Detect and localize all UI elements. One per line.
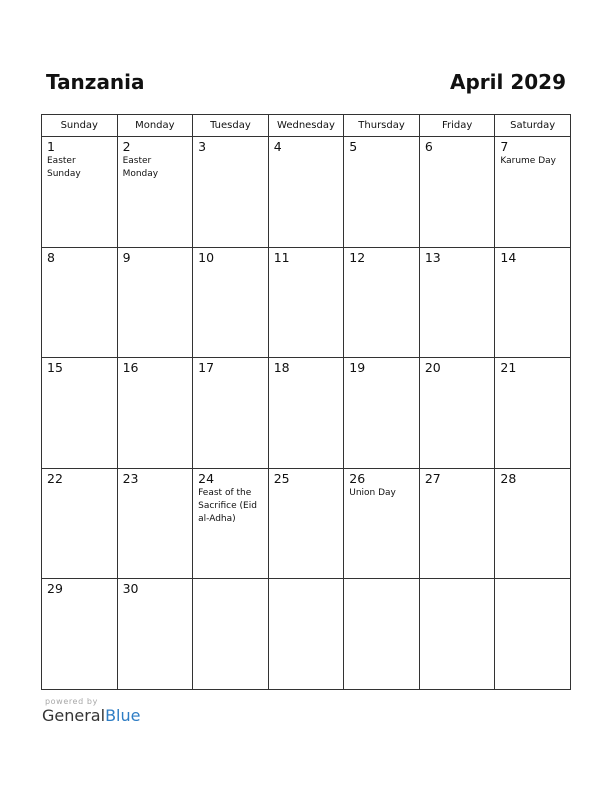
day-cell bbox=[117, 247, 193, 358]
day-number: 6 bbox=[424, 139, 433, 154]
weekday-friday: Friday bbox=[419, 115, 495, 137]
day-number: 21 bbox=[500, 360, 517, 375]
day-number: 19 bbox=[349, 360, 366, 375]
week-row bbox=[42, 579, 571, 690]
weekday-header-row bbox=[42, 115, 571, 137]
holiday-label: Easter Sunday bbox=[47, 156, 81, 179]
calendar-header bbox=[46, 70, 566, 100]
week-row bbox=[42, 468, 571, 579]
day-cell bbox=[193, 579, 269, 690]
powered-by-text: powered by bbox=[45, 697, 98, 706]
day-cell bbox=[344, 579, 420, 690]
weekday-thursday: Thursday bbox=[344, 115, 420, 137]
holiday-label: Feast of the Sacrifice (Eid al-Adha) bbox=[198, 487, 257, 524]
holiday-label: Easter Monday bbox=[122, 156, 159, 179]
day-cell bbox=[268, 468, 344, 579]
day-cell bbox=[42, 579, 118, 690]
week-row bbox=[42, 137, 571, 248]
country-title: Tanzania bbox=[46, 70, 145, 94]
day-cell bbox=[268, 358, 344, 469]
day-number: 8 bbox=[47, 249, 55, 265]
day-number: 2 bbox=[122, 139, 131, 154]
day-cell bbox=[495, 468, 571, 579]
day-number: 4 bbox=[273, 139, 282, 154]
brand-blue: Blue bbox=[105, 706, 141, 725]
day-number: 23 bbox=[122, 470, 139, 486]
day-number: 30 bbox=[122, 581, 139, 596]
weekday-tuesday: Tuesday bbox=[193, 115, 269, 137]
day-number: 12 bbox=[349, 249, 366, 265]
day-cell bbox=[344, 137, 420, 248]
day-cell bbox=[344, 468, 420, 579]
day-number: 5 bbox=[349, 139, 358, 154]
footer bbox=[42, 697, 140, 725]
day-cell bbox=[42, 358, 118, 469]
day-number: 22 bbox=[47, 470, 63, 486]
day-number: 7 bbox=[500, 139, 509, 154]
day-cell bbox=[117, 579, 193, 690]
day-number: 10 bbox=[198, 249, 215, 265]
brand-logo bbox=[42, 706, 140, 725]
day-cell bbox=[419, 358, 495, 469]
day-cell bbox=[42, 468, 118, 579]
weekday-saturday: Saturday bbox=[495, 115, 571, 137]
month-title: April 2029 bbox=[450, 70, 566, 94]
day-number: 25 bbox=[273, 470, 290, 486]
day-cell bbox=[495, 137, 571, 248]
day-cell bbox=[495, 247, 571, 358]
day-cell bbox=[117, 137, 193, 248]
day-cell bbox=[419, 468, 495, 579]
weekday-wednesday: Wednesday bbox=[268, 115, 344, 137]
day-cell bbox=[495, 579, 571, 690]
day-number: 16 bbox=[122, 360, 139, 375]
day-number: 24 bbox=[198, 470, 215, 486]
day-number: 18 bbox=[273, 360, 290, 375]
day-cell bbox=[419, 247, 495, 358]
brand-general: General bbox=[42, 706, 106, 725]
week-row bbox=[42, 358, 571, 469]
holiday-label: Union Day bbox=[349, 487, 396, 498]
day-number: 13 bbox=[424, 249, 441, 265]
day-number: 17 bbox=[198, 360, 215, 375]
day-cell bbox=[344, 358, 420, 469]
weekday-sunday: Sunday bbox=[42, 115, 118, 137]
day-cell bbox=[193, 358, 269, 469]
day-cell bbox=[495, 358, 571, 469]
day-number: 20 bbox=[424, 360, 441, 375]
day-number: 27 bbox=[424, 470, 441, 486]
day-cell bbox=[42, 137, 118, 248]
day-cell bbox=[268, 137, 344, 248]
day-cell bbox=[193, 137, 269, 248]
calendar-grid bbox=[41, 114, 571, 690]
week-row bbox=[42, 247, 571, 358]
day-cell bbox=[117, 468, 193, 579]
day-number: 3 bbox=[198, 139, 207, 154]
day-number: 29 bbox=[47, 581, 63, 596]
day-number: 15 bbox=[47, 360, 63, 375]
day-number: 28 bbox=[500, 470, 517, 486]
day-cell bbox=[419, 579, 495, 690]
weekday-monday: Monday bbox=[117, 115, 193, 137]
day-number: 11 bbox=[273, 249, 290, 265]
day-cell bbox=[42, 247, 118, 358]
day-cell bbox=[344, 247, 420, 358]
day-cell bbox=[117, 358, 193, 469]
day-cell bbox=[268, 579, 344, 690]
holiday-label: Karume Day bbox=[500, 156, 556, 166]
day-cell bbox=[193, 468, 269, 579]
day-cell bbox=[193, 247, 269, 358]
day-cell bbox=[268, 247, 344, 358]
day-cell bbox=[419, 137, 495, 248]
day-number: 14 bbox=[500, 249, 517, 265]
day-number: 9 bbox=[122, 249, 131, 265]
day-number: 26 bbox=[349, 470, 366, 486]
day-number: 1 bbox=[47, 139, 55, 154]
